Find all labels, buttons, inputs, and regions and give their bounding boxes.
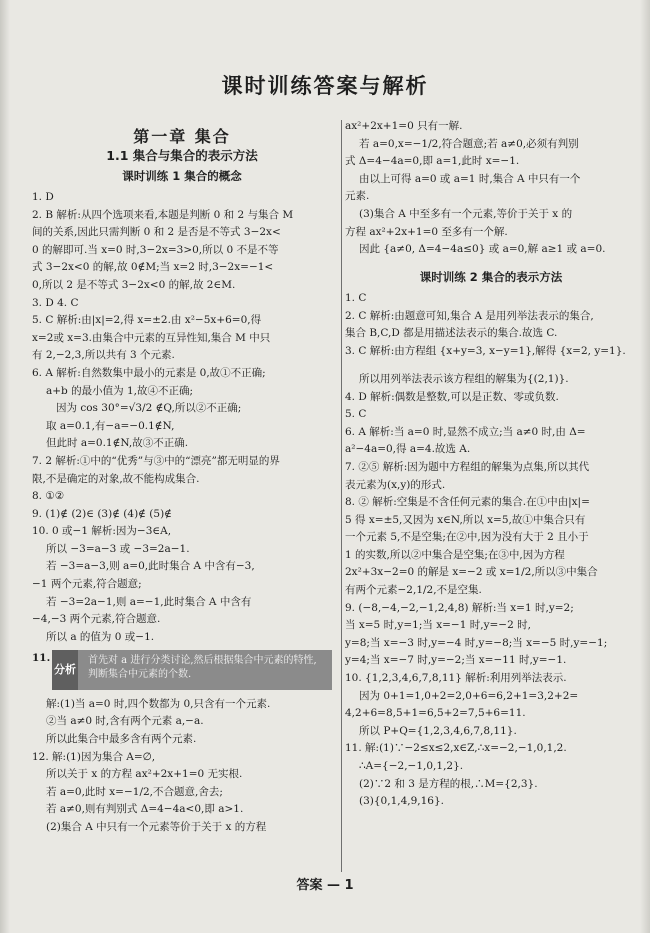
right-column	[345, 120, 637, 813]
analysis-box	[32, 650, 332, 690]
answer-line: 10. {1,2,3,4,6,7,8,11} 解析:利用列举法表示.	[345, 672, 567, 685]
answer-line: 11. 解:(1)∵−2≤x≤2,x∈Z,∴x=−2,−1,0,1,2.	[345, 742, 567, 755]
answer-line: 间的关系,因此只需判断 0 和 2 是否是不等式 3−2x<	[32, 226, 281, 239]
answer-line: y=8;当 x=−3 时,y=−4 时,y=−8;当 x=−5 时,y=−1;	[345, 636, 608, 649]
answer-line: 所以用列举法表示该方程组的解集为{(2,1)}.	[359, 372, 569, 385]
lesson-heading-2: 课时训练 2 集合的表示方法	[419, 270, 563, 285]
answer-line: 因为 0+1=1,0+2=2,0+6=6,2+1=3,2+2=	[359, 689, 579, 702]
answer-line: 0 的解即可.当 x=0 时,3−2x=3>0,所以 0 不是不等	[32, 243, 279, 256]
answer-line: 3. C 解析:由方程组 {x+y=3, x−y=1},解得 {x=2, y=1}.	[345, 344, 626, 357]
answer-line: 1 的实数,所以②中集合是空集;在③中,因为方程	[345, 548, 565, 561]
answer-line: a+b 的最小值为 1,故④不正确;	[46, 384, 194, 397]
answer-line: (2)集合 A 中只有一个元素等价于关于 x 的方程	[46, 821, 267, 833]
answer-line: 一个元素 5,不是空集;在②中,因为没有大于 2 且小于	[345, 531, 589, 544]
answer-line: 式 3−2x<0 的解,故 0∉M;当 x=2 时,3−2x=−1<	[32, 261, 274, 274]
answer-line: 0,所以 2 是不等式 3−2x<0 的解,故 2∈M.	[32, 278, 236, 291]
answer-line: 当 x=5 时,y=1;当 x=−1 时,y=−2 时,	[345, 619, 531, 632]
answer-line: 元素.	[345, 190, 370, 203]
answer-line: 12. 解:(1)因为集合 A=∅,	[32, 750, 156, 763]
column-divider	[341, 120, 342, 872]
answer-line: 由以上可得 a=0 或 a=1 时,集合 A 中只有一个	[359, 172, 581, 185]
page-title: 课时训练答案与解析	[221, 74, 429, 98]
answer-line: 4,2+6=8,5+1=6,5+2=7,5+6=11.	[345, 707, 526, 720]
answer-line: 9. (1)∉ (2)∈ (3)∉ (4)∉ (5)∉	[32, 507, 172, 520]
answer-line: 8. ①②	[32, 490, 65, 503]
answer-line: ax²+2x+1=0 只有一解.	[345, 120, 463, 132]
answer-line: 10. 0 或−1 解析:因为−3∈A,	[32, 525, 172, 538]
answer-line: 4. D 解析:偶数是整数,可以是正数、零或负数.	[345, 390, 559, 403]
answer-line: 1. C	[345, 292, 367, 305]
answer-line: 6. A 解析:自然数集中最小的元素是 0,故①不正确;	[32, 366, 266, 379]
answer-line: 解:(1)当 a=0 时,四个数都为 0,只含有一个元素.	[46, 697, 271, 710]
answer-line: 若 −3=a−3,则 a=0,此时集合 A 中含有−3,	[46, 560, 255, 573]
answer-line: 所以 −3=a−3 或 −3=2a−1.	[46, 542, 190, 555]
answer-line: 所以此集合中最多含有两个元素.	[46, 733, 197, 746]
answer-line: 所以关于 x 的方程 ax²+2x+1=0 无实根.	[46, 768, 243, 781]
answer-line: 所以 P+Q={1,2,3,4,6,7,8,11}.	[359, 724, 517, 737]
analysis-text: 首先对 a 进行分类讨论,然后根据集合中元素的特性,判断集合中元素的个数.	[78, 650, 332, 690]
answer-line: 有 2,−2,3,所以共有 3 个元素.	[32, 349, 175, 362]
answer-line: ∴A={−2,−1,0,1,2}.	[359, 760, 464, 772]
answer-line: 若 a=0,此时 x=−1/2,不合题意,舍去;	[46, 785, 223, 798]
answer-line: 因此 {a≠0, Δ=4−4a≤0} 或 a=0,解 a≥1 或 a=0.	[359, 243, 606, 256]
answer-line: 8. ② 解析:空集是不含任何元素的集合.在①中由|x|=	[345, 496, 590, 509]
answer-line: 6. A 解析:当 a=0 时,显然不成立;当 a≠0 时,由 Δ=	[345, 425, 586, 438]
page-shadow-left	[0, 0, 10, 933]
answer-line: 7. ②⑤ 解析:因为题中方程组的解集为点集,所以其代	[345, 460, 590, 473]
answer-line: 但此时 a=0.1∉N,故③不正确.	[46, 437, 189, 450]
answer-line: 9. (−8,−4,−2,−1,2,4,8) 解析:当 x=1 时,y=2;	[345, 601, 574, 614]
lesson-heading-1: 课时训练 1 集合的概念	[122, 169, 242, 183]
answer-line: 若 −3=2a−1,则 a=−1,此时集合 A 中含有	[46, 595, 252, 608]
answer-line: (3){0,1,4,9,16}.	[359, 795, 445, 808]
answer-line: (3)集合 A 中至多有一个元素,等价于关于 x 的	[359, 207, 573, 220]
answer-line: 限,不是确定的对象,故不能构成集合.	[32, 472, 200, 485]
answer-line: 有两个元素−2,1/2,不是空集.	[345, 584, 482, 597]
answer-line: 5. C 解析:由|x|=2,得 x=±2.由 x²−5x+6=0,得	[32, 314, 262, 327]
answer-line: 7. 2 解析:①中的“优秀”与③中的“漂亮”都无明显的界	[32, 454, 280, 467]
answer-line: 若 a≠0,则有判别式 Δ=4−4a<0,即 a>1.	[46, 803, 244, 816]
question-number: 11.	[32, 651, 51, 664]
analysis-tag: 分析	[52, 650, 78, 690]
answer-line: 式 Δ=4−4a=0,即 a=1,此时 x=−1.	[345, 155, 520, 168]
page-shadow-right	[640, 0, 650, 933]
answer-line: 因为 cos 30°=√3/2 ∉Q,所以②不正确;	[56, 402, 242, 415]
answer-line: y=4;当 x=−7 时,y=−2;当 x=−11 时,y=−1.	[345, 654, 567, 667]
answer-line: 2. B 解析:从四个选项来看,本题是判断 0 和 2 与集合 M	[32, 208, 294, 221]
chapter-heading: 第一章 集合	[133, 127, 231, 146]
answer-line: 集合 B,C,D 都是用描述法表示的集合.故选 C.	[345, 327, 558, 340]
answer-line: 1. D	[32, 191, 54, 203]
answer-line: 5 得 x=±5,又因为 x∈N,所以 x=5,故①中集合只有	[345, 513, 586, 526]
answer-line: ②当 a≠0 时,含有两个元素 a,−a.	[46, 715, 204, 728]
answer-line: a²−4a=0,得 a=4.故选 A.	[345, 443, 471, 456]
page-number: 答案 — 1	[296, 878, 354, 893]
answer-line: 若 a=0,x=−1/2,符合题意;若 a≠0,必须有判别	[359, 137, 579, 150]
answer-line: 2x²+3x−2=0 的解是 x=−2 或 x=1/2,所以③中集合	[345, 566, 598, 579]
answer-line: 5. C	[345, 408, 367, 421]
left-column	[32, 128, 332, 839]
answer-line: 3. D 4. C	[32, 296, 79, 309]
answer-line: 方程 ax²+2x+1=0 至多有一个解.	[345, 225, 508, 238]
answer-line: 所以 a 的值为 0 或−1.	[46, 630, 155, 643]
answer-line: 2. C 解析:由题意可知,集合 A 是用列举法表示的集合,	[345, 309, 594, 322]
section-heading: 1.1 集合与集合的表示方法	[106, 148, 258, 163]
answer-line: −1 两个元素,符合题意;	[32, 578, 142, 591]
answer-line: (2)∵2 和 3 是方程的根,∴M={2,3}.	[359, 777, 538, 790]
answer-line: −4,−3 两个元素,符合题意.	[32, 613, 161, 626]
answer-line: 取 a=0.1,有−a=−0.1∉N,	[46, 419, 175, 432]
answer-line: x=2或 x=3.由集合中元素的互异性知,集合 M 中只	[32, 331, 271, 344]
answer-line: 表元素为(x,y)的形式.	[345, 478, 446, 491]
